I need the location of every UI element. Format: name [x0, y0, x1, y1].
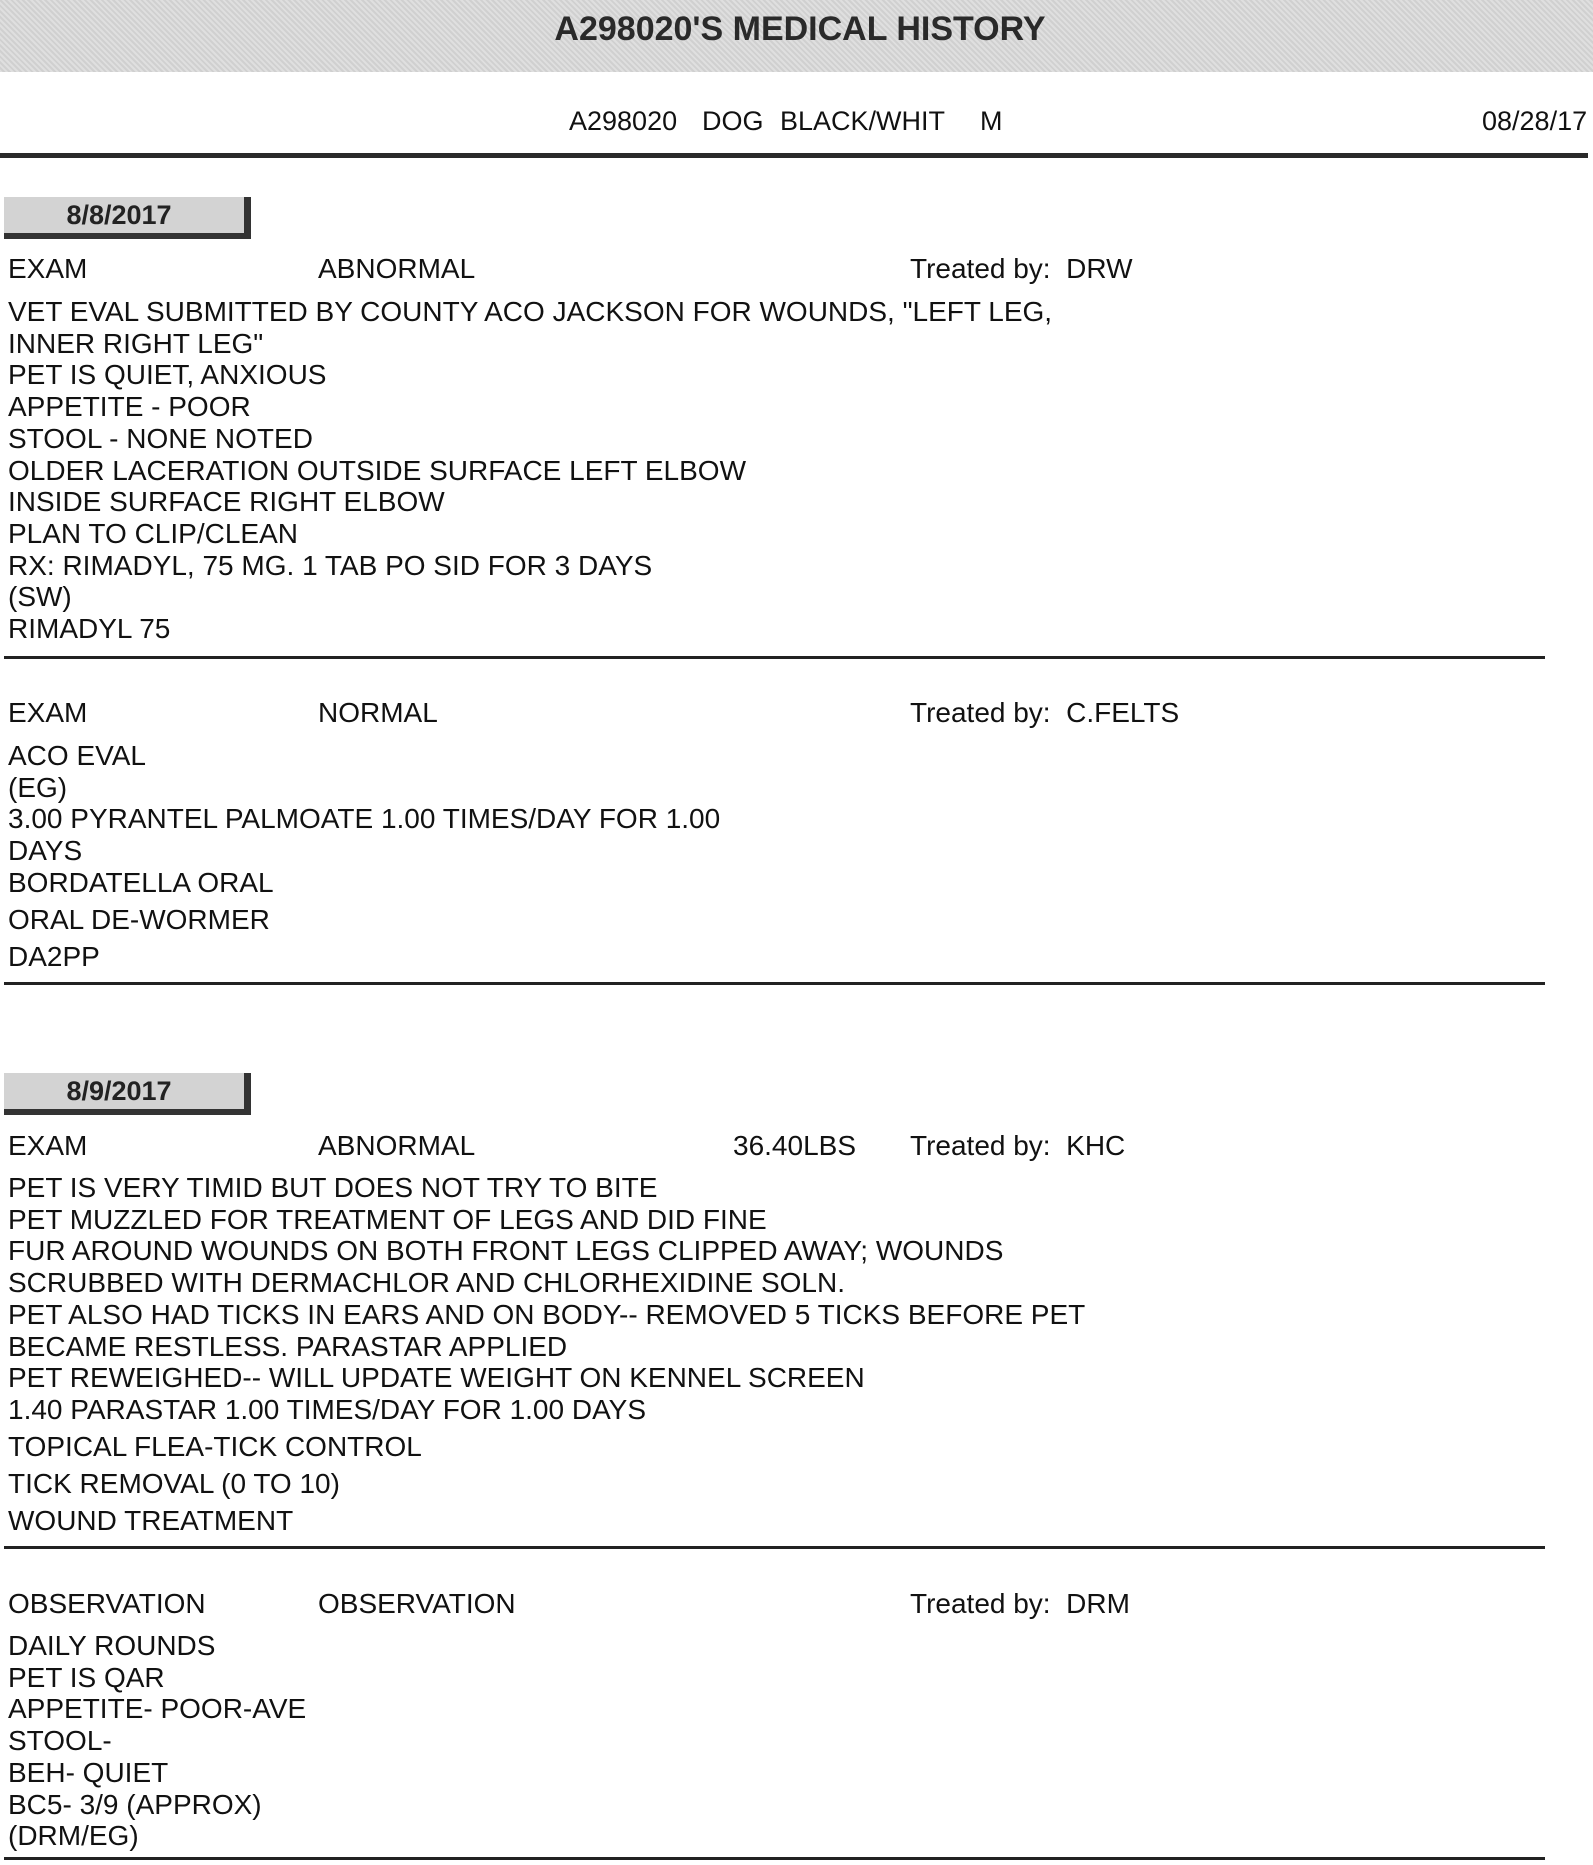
- treated-by-value: DRM: [1066, 1588, 1130, 1619]
- animal-species: DOG: [702, 106, 764, 136]
- entry-notes: [8, 1172, 1085, 1426]
- note-line: INSIDE SURFACE RIGHT ELBOW: [8, 486, 445, 518]
- item-line: TICK REMOVAL (0 TO 10): [8, 1468, 340, 1499]
- treated-by-label: Treated by:: [910, 1588, 1051, 1619]
- note-line: PET IS QAR: [8, 1661, 165, 1693]
- note-line: DAYS: [8, 835, 83, 867]
- entry-type: OBSERVATION: [8, 1588, 206, 1619]
- treated-by: [910, 253, 1133, 285]
- entry-divider: [4, 982, 1545, 985]
- note-line: BECAME RESTLESS. PARASTAR APPLIED: [8, 1330, 568, 1362]
- entry-notes: [8, 1630, 306, 1852]
- page-title: A298020'S MEDICAL HISTORY: [554, 10, 1046, 48]
- note-line: SCRUBBED WITH DERMACHLOR AND CHLORHEXIDINE SOLN.: [8, 1267, 846, 1299]
- entry-type: EXAM: [8, 253, 88, 284]
- note-line: (SW): [8, 581, 72, 613]
- title-bar: [0, 0, 1593, 72]
- header-divider: [0, 153, 1588, 158]
- date-tab: [4, 197, 251, 239]
- entry-notes: [8, 740, 720, 867]
- note-line: (DRM/EG): [8, 1820, 139, 1852]
- animal-id: A298020: [569, 106, 678, 136]
- note-line: STOOL - NONE NOTED: [8, 422, 313, 454]
- note-line: ACO EVAL: [8, 740, 146, 771]
- entry-divider: [4, 1857, 1545, 1860]
- entry-type: EXAM: [8, 697, 88, 728]
- note-line: VET EVAL SUBMITTED BY COUNTY ACO JACKSON FOR WOUNDS, "LEFT LEG,: [8, 296, 1053, 327]
- note-line: PET ALSO HAD TICKS IN EARS AND ON BODY-- REMOVED 5 TICKS BEFORE PET: [8, 1298, 1086, 1330]
- entry-notes: [8, 296, 1052, 645]
- entry-items: [8, 864, 274, 975]
- entry-items: [8, 1428, 422, 1539]
- date-tab: [4, 1073, 251, 1115]
- treated-by-label: Treated by:: [910, 697, 1051, 728]
- animal-color: BLACK/WHIT: [780, 106, 946, 136]
- note-line: (EG): [8, 771, 68, 803]
- date-label: 8/9/2017: [66, 1076, 172, 1106]
- item-line: BORDATELLA ORAL: [8, 867, 274, 898]
- entry-status: ABNORMAL: [318, 253, 476, 284]
- note-line: BEH- QUIET: [8, 1756, 169, 1788]
- item-line: ORAL DE-WORMER: [8, 904, 270, 935]
- note-line: PET REWEIGHED-- WILL UPDATE WEIGHT ON KENNEL SCREEN: [8, 1362, 865, 1394]
- date-label: 8/8/2017: [66, 200, 172, 230]
- item-line: TOPICAL FLEA-TICK CONTROL: [8, 1431, 422, 1462]
- treated-by: [910, 1130, 1125, 1162]
- note-line: 1.40 PARASTAR 1.00 TIMES/DAY FOR 1.00 DAYS: [8, 1393, 647, 1425]
- item-line: WOUND TREATMENT: [8, 1505, 294, 1536]
- note-line: APPETITE - POOR: [8, 391, 251, 423]
- treated-by: [910, 1588, 1130, 1620]
- animal-sex: M: [980, 106, 1003, 136]
- entry-divider: [4, 1546, 1545, 1549]
- note-line: PET MUZZLED FOR TREATMENT OF LEGS AND DID FINE: [8, 1203, 767, 1235]
- note-line: PET IS QUIET, ANXIOUS: [8, 359, 327, 391]
- treated-by-label: Treated by:: [910, 1130, 1051, 1161]
- treated-by-value: DRW: [1066, 253, 1133, 284]
- entry-weight: 36.40LBS: [733, 1130, 856, 1161]
- item-line: DA2PP: [8, 941, 100, 972]
- entry-status: ABNORMAL: [318, 1130, 476, 1161]
- note-line: PET IS VERY TIMID BUT DOES NOT TRY TO BITE: [8, 1172, 658, 1203]
- note-line: INNER RIGHT LEG": [8, 327, 264, 359]
- entry-status: NORMAL: [318, 697, 438, 728]
- note-line: PLAN TO CLIP/CLEAN: [8, 517, 298, 549]
- note-line: DAILY ROUNDS: [8, 1630, 216, 1661]
- entry-type: EXAM: [8, 1130, 88, 1161]
- note-line: OLDER LACERATION OUTSIDE SURFACE LEFT ELBOW: [8, 454, 746, 486]
- treated-by-value: C.FELTS: [1066, 697, 1180, 728]
- treated-by-value: KHC: [1066, 1130, 1126, 1161]
- entry-divider: [4, 656, 1545, 659]
- note-line: RX: RIMADYL, 75 MG. 1 TAB PO SID FOR 3 DAYS: [8, 549, 653, 581]
- note-line: STOOL-: [8, 1725, 112, 1757]
- entry-status: OBSERVATION: [318, 1588, 516, 1619]
- note-line: RIMADYL 75: [8, 613, 171, 645]
- note-line: 3.00 PYRANTEL PALMOATE 1.00 TIMES/DAY FOR 1.00: [8, 803, 721, 835]
- treated-by: [910, 697, 1179, 729]
- treated-by-label: Treated by:: [910, 253, 1051, 284]
- note-line: APPETITE- POOR-AVE: [8, 1693, 307, 1725]
- note-line: BC5- 3/9 (APPROX): [8, 1788, 262, 1820]
- print-date: 08/28/17: [1482, 106, 1588, 136]
- note-line: FUR AROUND WOUNDS ON BOTH FRONT LEGS CLIPPED AWAY; WOUNDS: [8, 1235, 1004, 1267]
